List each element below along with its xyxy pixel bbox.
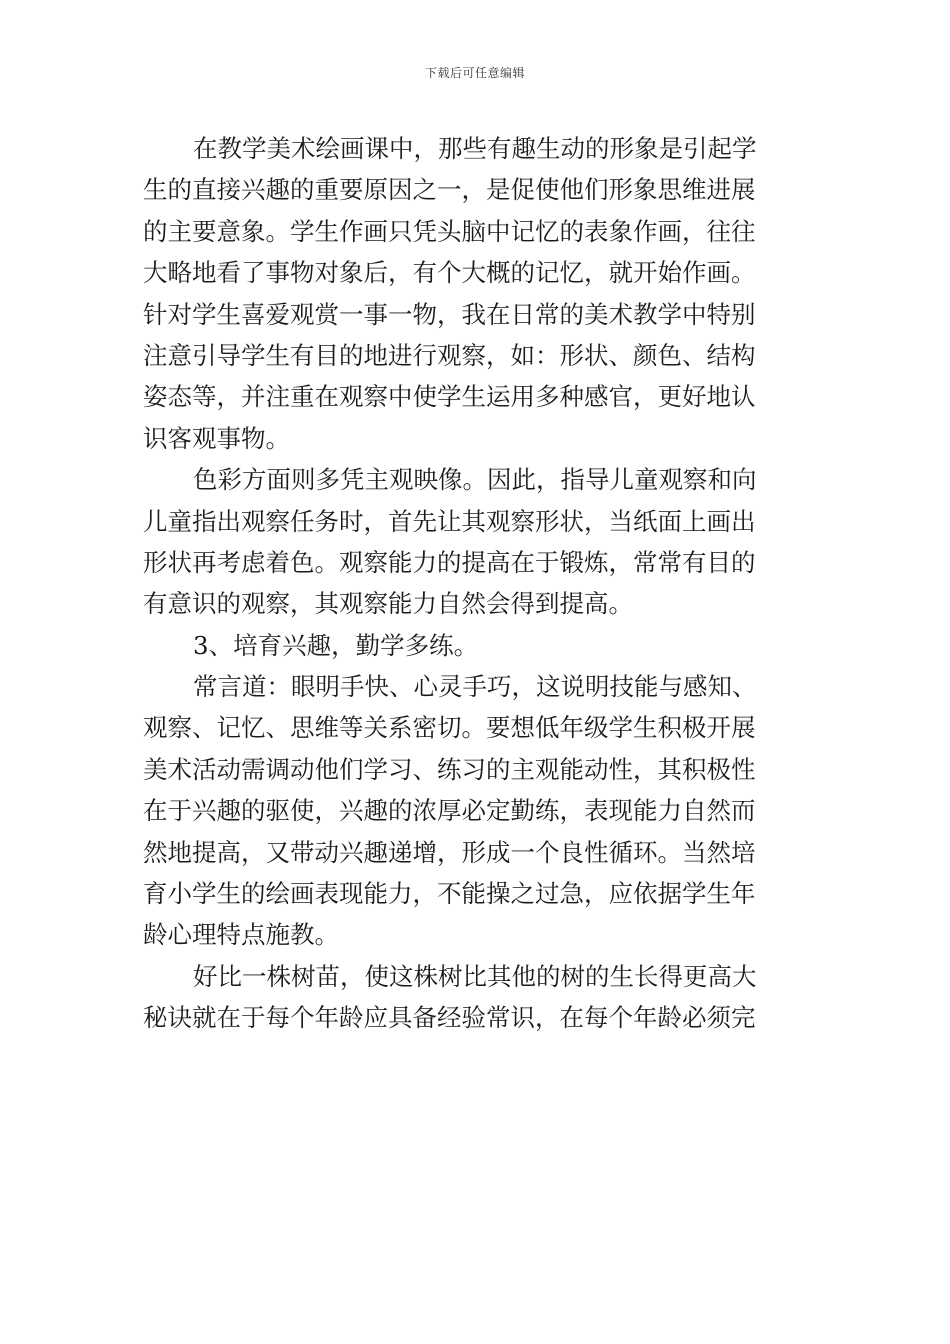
text-line: 针对学生喜爱观赏一事一物，我在日常的美术教学中特别: [143, 299, 756, 329]
text-line: 观察、记忆、思维等关系密切。要想低年级学生积极开展: [143, 713, 756, 743]
text-line: 形状再考虑着色。观察能力的提高在于锻炼，常常有目的: [143, 547, 756, 577]
text-line: 在于兴趣的驱使，兴趣的浓厚必定勤练，表现能力自然而: [143, 796, 756, 826]
text-line: 好比一株树苗，使这株树比其他的树的生长得更高大: [193, 961, 757, 991]
text-line: 3、培育兴趣，勤学多练。: [193, 630, 479, 660]
text-line: 美术活动需调动他们学习、练习的主观能动性，其积极性: [143, 754, 756, 784]
text-line: 姿态等，并注重在观察中使学生运用多种感官，更好地认: [143, 382, 756, 412]
text-line: 常言道：眼明手快、心灵手巧，这说明技能与感知、: [193, 672, 757, 702]
text-line: 秘诀就在于每个年龄应具备经验常识，在每个年龄必须完: [143, 1003, 756, 1033]
text-line: 的主要意象。学生作画只凭头脑中记忆的表象作画，往往: [143, 216, 756, 246]
text-line: 在教学美术绘画课中，那些有趣生动的形象是引起学: [193, 134, 757, 163]
page-header: 下载后可任意编辑: [424, 66, 525, 80]
text-line: 有意识的观察，其观察能力自然会得到提高。: [143, 589, 633, 619]
text-line: 儿童指出观察任务时，首先让其观察形状，当纸面上画出: [143, 506, 756, 536]
text-line: 生的直接兴趣的重要原因之一，是促使他们形象思维进展: [143, 175, 756, 205]
text-line: 育小学生的绘画表现能力，不能操之过急，应依据学生年: [143, 879, 756, 909]
text-line: 然地提高，又带动兴趣递增，形成一个良性循环。当然培: [143, 837, 756, 867]
text-line: 色彩方面则多凭主观映像。因此，指导儿童观察和向: [193, 465, 757, 495]
text-line: 龄心理特点施教。: [143, 920, 339, 950]
document-body: [143, 128, 807, 1039]
text-line: 注意引导学生有目的地进行观察，如：形状、颜色、结构: [143, 340, 756, 370]
text-line: 大略地看了事物对象后，有个大概的记忆，就开始作画。: [143, 258, 756, 288]
text-line: 识客观事物。: [143, 423, 290, 453]
